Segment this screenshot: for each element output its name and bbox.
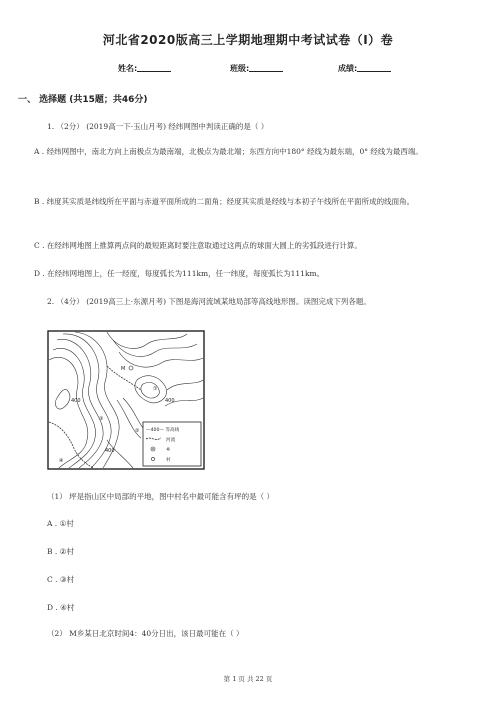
map-legend [143,422,201,466]
question-1-option-b[interactable]: B . 纬度其实质是纬线所在平面与赤道平面所成的二面角；经度其实质是经线与本初子午线所在平面所成的线面角。 [34,197,415,206]
question-2-sub1-option-b[interactable]: B . ②村 [47,547,74,556]
map-label-1: ① [153,386,158,392]
class-label: 班级: [230,64,250,73]
score-blank[interactable] [357,71,391,72]
map-label-2: ② [135,428,140,434]
legend-contour: —400— 等高线 [146,428,180,433]
name-label: 姓名: [118,64,138,73]
class-blank[interactable] [249,71,283,72]
legend-river: 河流 [166,438,176,443]
map-label-4: ④ [59,458,64,464]
question-2-sub1-option-d[interactable]: D . ④村 [47,603,75,612]
question-2-sub1-option-a[interactable]: A . ①村 [47,519,74,528]
score-label: 成绩: [338,64,358,73]
map-contour-label-b: 400 [105,448,115,454]
question-1-option-a[interactable]: A . 经纬网图中，南北方向上南极点为最南端，北极点为最北端；东西方向中180° 经线为最东端，0° 经线为最西端。 [34,147,423,156]
question-1-stem: 1. （2分） (2019高一下·玉山月考) 经纬网图中判读正确的是（ ） [47,122,269,131]
contour-map-figure [47,330,205,470]
map-contour-label-a: 400 [165,398,175,404]
page-title: 河北省2020版高三上学期地理期中考试试卷（I）卷 [102,33,394,47]
map-label-m: M [121,366,126,372]
legend-village: 村 [166,458,171,463]
section-heading: 一、 选择题 (共15题；共46分) [18,95,148,105]
question-2-sub1-stem: （1） 坪是指山区中局部的平地，图中村名中最可能含有坪的是（ ） [47,492,275,501]
map-label-3: ③ [99,416,104,422]
score-field[interactable] [338,63,391,74]
question-2-sub2-stem: （2） M乡某日北京时间4：40分日出，该日最可能在（ ） [47,629,244,638]
name-field[interactable] [118,63,171,74]
map-contour-label-c: 400 [71,398,81,404]
question-1-option-d[interactable]: D . 在经纬网地图上，任一经度，每度弧长为111km，任一纬度，每度弧长为111km。 [34,269,325,278]
question-2-stem: 2. （4分） (2019高三上·东源月考) 下图是海河流域某地局部等高线地形图。读图完成下列各题。 [47,297,371,306]
question-2-sub1-option-c[interactable]: C . ③村 [47,575,75,584]
question-1-option-c[interactable]: C . 在经纬网地图上推算两点间的最短距离时要注意取通过这两点的球面大圆上的劣弧段进行计算。 [34,241,362,250]
name-blank[interactable] [137,71,171,72]
legend-township: 乡 [166,448,171,453]
page-footer: 第 1 页 共 22 页 [223,675,273,683]
class-field[interactable] [230,63,283,74]
